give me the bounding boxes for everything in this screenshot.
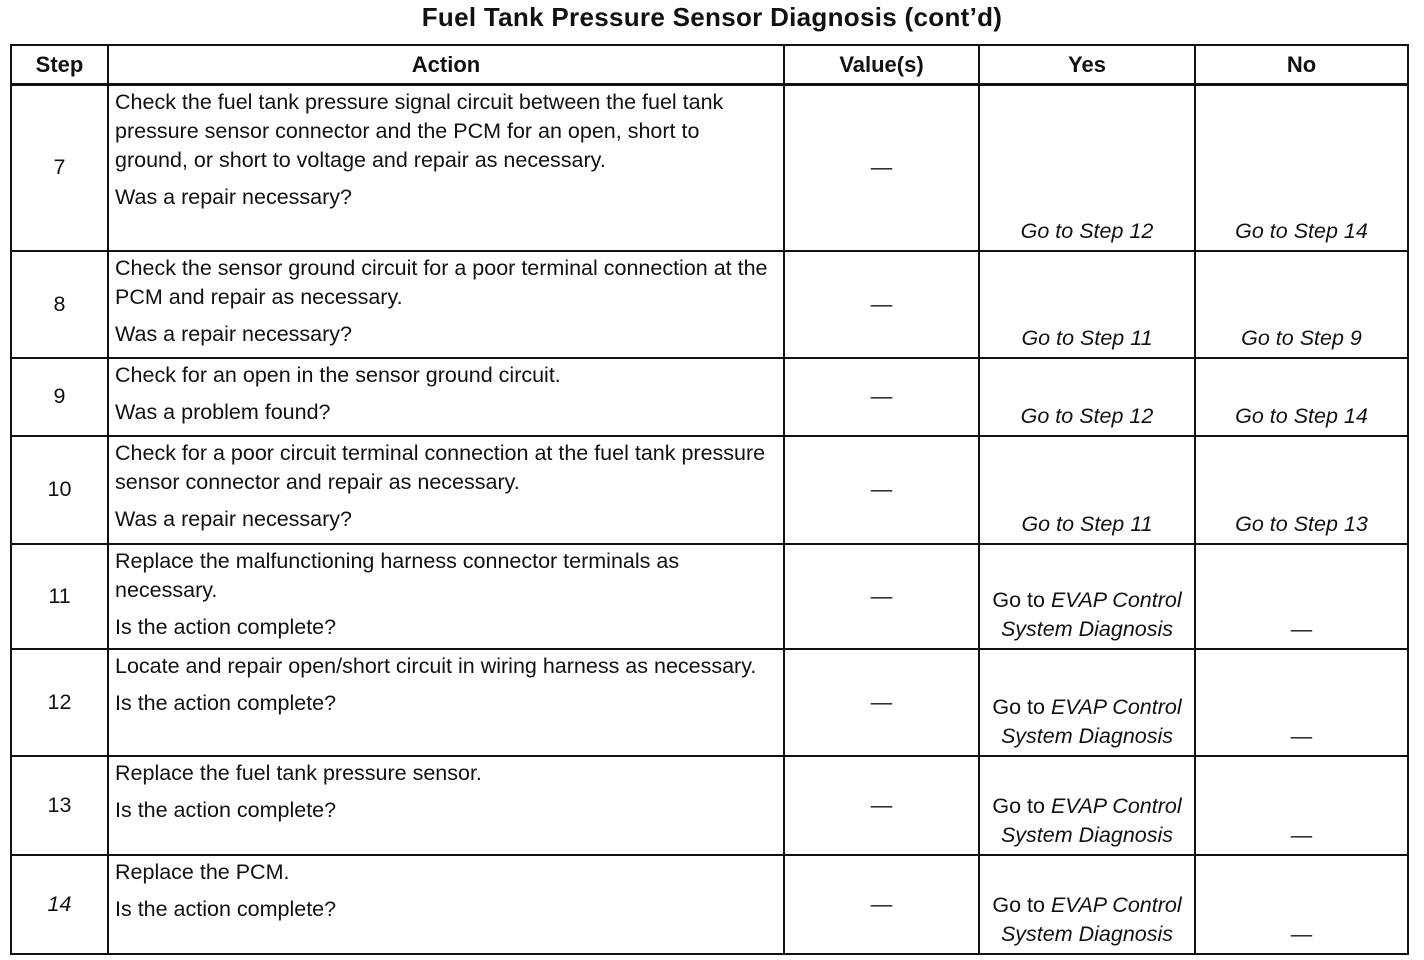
header-yes: Yes [979, 45, 1195, 85]
step-number: 10 [11, 436, 108, 544]
action-cell [108, 756, 784, 855]
yes-goto [979, 756, 1195, 855]
page-title: Fuel Tank Pressure Sensor Diagnosis (cont’d) [421, 2, 1003, 32]
action-text: Check the sensor ground circuit for a poor terminal connection at the PCM and repair as necessary. [115, 255, 768, 309]
action-question: Was a repair necessary? [115, 506, 352, 531]
action-text: Locate and repair open/short circuit in wiring harness as necessary. [115, 653, 757, 678]
value-cell: — [784, 649, 979, 756]
yes-goto: Go to Step 11 [979, 251, 1195, 358]
yes-goto: Go to Step 12 [979, 358, 1195, 436]
step-number: 7 [11, 85, 108, 251]
value-cell: — [784, 436, 979, 544]
action-cell [108, 649, 784, 756]
value-cell: — [784, 251, 979, 358]
yes-goto-target: EVAP Control System Diagnosis [1000, 793, 1182, 847]
yes-goto [979, 855, 1195, 954]
value-cell: — [784, 358, 979, 436]
table-row [11, 85, 1408, 251]
table-row [11, 544, 1408, 649]
step-number: 11 [11, 544, 108, 649]
table-row [11, 649, 1408, 756]
diagnosis-table [10, 44, 1409, 955]
yes-goto: Go to Step 11 [979, 436, 1195, 544]
action-question: Is the action complete? [115, 690, 337, 715]
table-row [11, 756, 1408, 855]
step-number: 14 [11, 855, 108, 954]
no-goto: — [1195, 649, 1408, 756]
action-text: Replace the malfunctioning harness connector terminals as necessary. [115, 548, 680, 602]
table-row [11, 251, 1408, 358]
action-question: Was a repair necessary? [115, 185, 352, 209]
value-cell: — [784, 855, 979, 954]
header-action: Action [108, 45, 784, 85]
action-cell [108, 85, 784, 251]
yes-goto-target: EVAP Control System Diagnosis [1000, 892, 1182, 946]
yes-goto: Go to Step 12 [979, 85, 1195, 251]
action-text: Check for an open in the sensor ground circuit. [115, 362, 561, 387]
action-text: Replace the fuel tank pressure sensor. [115, 760, 482, 785]
yes-goto-prefix: Go to [992, 587, 1045, 612]
step-number: 8 [11, 251, 108, 358]
no-goto: Go to Step 13 [1195, 436, 1408, 544]
step-number: 13 [11, 756, 108, 855]
action-text: Check the fuel tank pressure signal circuit between the fuel tank pressure sensor connector and the PCM for an open, short to ground, or short to voltage and repair as necessary. [115, 90, 724, 172]
header-step: Step [11, 45, 108, 85]
table-row [11, 436, 1408, 544]
yes-goto-prefix: Go to [992, 892, 1045, 917]
header-values: Value(s) [784, 45, 979, 85]
yes-goto-prefix: Go to [992, 793, 1045, 818]
action-text: Check for a poor circuit terminal connection at the fuel tank pressure sensor connector and repair as necessary. [115, 440, 766, 494]
action-question: Is the action complete? [115, 614, 337, 639]
yes-goto-prefix: Go to [992, 694, 1045, 719]
yes-goto-target: EVAP Control System Diagnosis [1000, 587, 1182, 641]
step-number: 12 [11, 649, 108, 756]
no-goto: Go to Step 14 [1195, 85, 1408, 251]
value-cell: — [784, 85, 979, 251]
action-cell [108, 251, 784, 358]
action-cell [108, 544, 784, 649]
action-cell [108, 855, 784, 954]
no-goto: — [1195, 544, 1408, 649]
value-cell: — [784, 544, 979, 649]
action-question: Was a problem found? [115, 399, 331, 424]
yes-goto-target: EVAP Control System Diagnosis [1000, 694, 1182, 748]
no-goto: Go to Step 14 [1195, 358, 1408, 436]
header-no: No [1195, 45, 1408, 85]
yes-goto [979, 544, 1195, 649]
table-row [11, 358, 1408, 436]
no-goto: — [1195, 756, 1408, 855]
action-question: Is the action complete? [115, 896, 337, 921]
step-number: 9 [11, 358, 108, 436]
action-question: Is the action complete? [115, 797, 337, 822]
value-cell: — [784, 756, 979, 855]
no-goto: Go to Step 9 [1195, 251, 1408, 358]
action-cell [108, 358, 784, 436]
action-cell [108, 436, 784, 544]
table-header-row [11, 45, 1408, 85]
action-question: Was a repair necessary? [115, 321, 352, 346]
no-goto: — [1195, 855, 1408, 954]
yes-goto [979, 649, 1195, 756]
action-text: Replace the PCM. [115, 859, 290, 884]
table-row [11, 855, 1408, 954]
